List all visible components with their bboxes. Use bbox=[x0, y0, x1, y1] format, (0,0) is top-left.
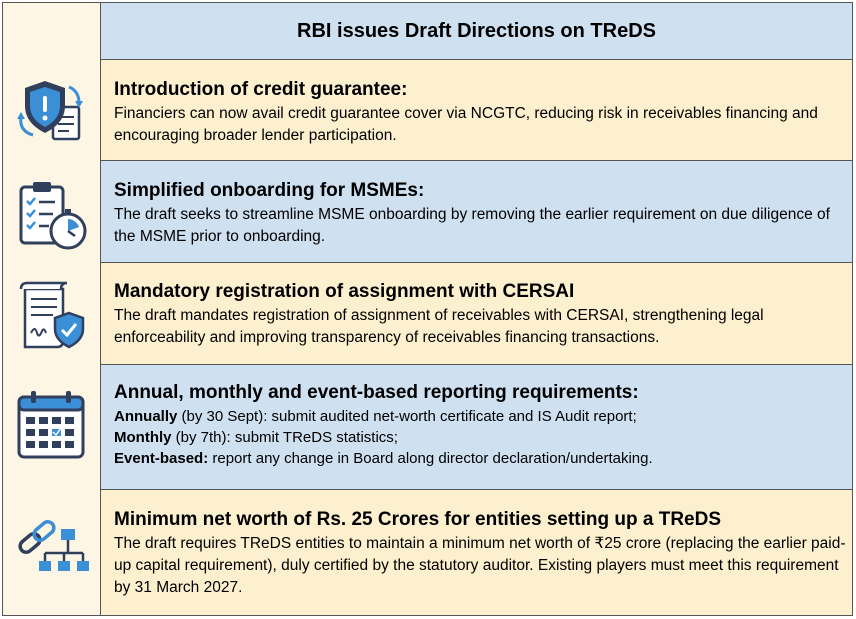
section-heading: Mandatory registration of assignment with CERSAI bbox=[114, 281, 575, 302]
section-heading: Introduction of credit guarantee: bbox=[114, 79, 408, 100]
section-body: The draft seeks to streamline MSME onboarding by removing the earlier requirement on due diligence of the MSME prior to onboarding. bbox=[114, 206, 830, 245]
checklist-stopwatch-icon bbox=[13, 175, 91, 253]
page-title: RBI issues Draft Directions on TReDS bbox=[101, 3, 852, 60]
shield-document-icon bbox=[13, 73, 91, 151]
section-onboarding bbox=[101, 161, 852, 263]
section-reporting bbox=[101, 365, 852, 490]
section-body: Financiers can now avail credit guarantee cover via NCGTC, reducing risk in receivables financing and encouraging broader lender participation. bbox=[114, 105, 818, 144]
section-body: The draft requires TReDS entities to maintain a minimum net worth of ₹25 crore (replacing the earlier paid-up capital requirement), duly certified by the statutory auditor. Existing players must meet this requirement by 31 March 2027. bbox=[114, 535, 846, 596]
reporting-annual bbox=[114, 406, 852, 427]
reporting-text: report any change in Board along director declaration/undertaking. bbox=[208, 450, 653, 467]
section-net-worth bbox=[101, 490, 852, 615]
reporting-label: Annually bbox=[114, 408, 178, 425]
section-credit-guarantee bbox=[101, 60, 852, 161]
reporting-event bbox=[114, 448, 852, 469]
section-heading: Simplified onboarding for MSMEs: bbox=[114, 180, 425, 201]
reporting-monthly bbox=[114, 427, 852, 448]
info-table bbox=[2, 2, 853, 616]
reporting-label: Monthly bbox=[114, 429, 172, 446]
link-hierarchy-icon bbox=[13, 515, 91, 593]
section-body: The draft mandates registration of assignment of receivables with CERSAI, strengthening legal enforceability and improving transparency of receivables financing transactions. bbox=[114, 307, 764, 346]
signed-contract-shield-icon bbox=[13, 279, 91, 357]
section-heading: Annual, monthly and event-based reporting requirements: bbox=[114, 382, 639, 403]
reporting-text: (by 7th): submit TReDS statistics; bbox=[171, 429, 398, 446]
reporting-label: Event-based: bbox=[114, 450, 209, 467]
reporting-text: (by 30 Sept): submit audited net-worth certificate and IS Audit report; bbox=[177, 408, 637, 425]
section-cersai bbox=[101, 263, 852, 365]
calendar-icon bbox=[13, 387, 91, 465]
section-heading: Minimum net worth of Rs. 25 Crores for entities setting up a TReDS bbox=[114, 509, 722, 530]
icon-column bbox=[3, 3, 101, 615]
